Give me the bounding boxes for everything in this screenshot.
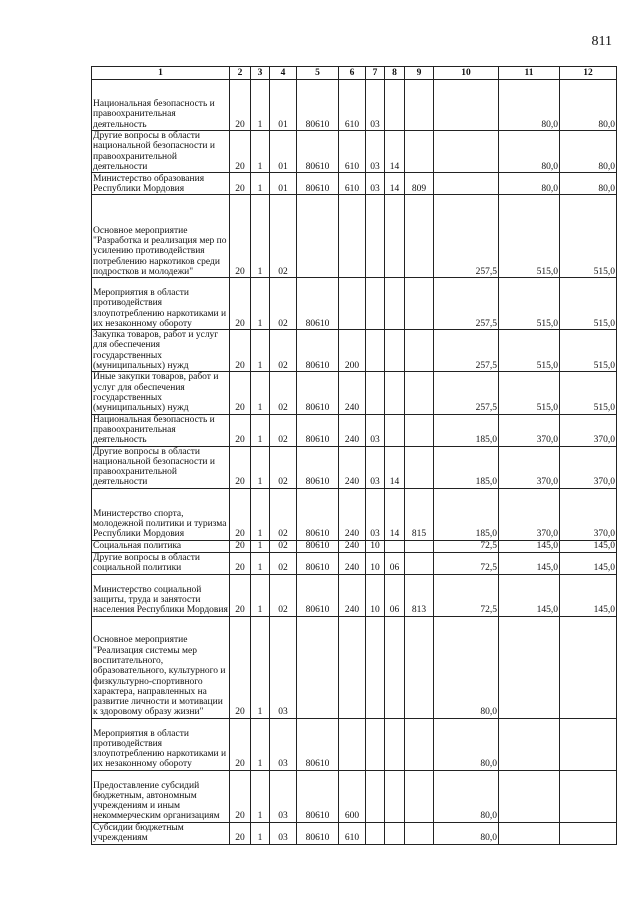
cell-col-5: 80610: [297, 173, 339, 195]
cell-col-12: 145,0: [560, 540, 617, 552]
cell-col-8: 14: [385, 173, 405, 195]
cell-col-9: [405, 372, 434, 414]
table-row: [92, 574, 617, 616]
cell-col-5: [297, 195, 339, 278]
cell-col-8: [385, 372, 405, 414]
cell-col-10: 72,5: [434, 552, 499, 574]
cell-col-2: 20: [230, 488, 251, 540]
cell-col-7: [366, 195, 385, 278]
cell-col-10: 72,5: [434, 574, 499, 616]
cell-col-4: 02: [270, 372, 297, 414]
cell-col-5: 80610: [297, 278, 339, 330]
cell-col-10: 257,5: [434, 195, 499, 278]
table-row: [92, 616, 617, 718]
column-header-9: 9: [405, 67, 434, 80]
cell-col-4: 02: [270, 446, 297, 488]
cell-col-11: 80,0: [499, 173, 560, 195]
cell-col-10: 185,0: [434, 446, 499, 488]
column-header-6: 6: [339, 67, 366, 80]
cell-col-4: 03: [270, 616, 297, 718]
cell-col-8: [385, 822, 405, 844]
cell-col-5: 80610: [297, 822, 339, 844]
row-name-cell: Социальная политика: [92, 540, 230, 552]
cell-col-7: 03: [366, 446, 385, 488]
cell-col-4: 02: [270, 330, 297, 372]
column-header-8: 8: [385, 67, 405, 80]
cell-col-9: [405, 80, 434, 131]
cell-col-6: 610: [339, 822, 366, 844]
cell-col-4: 01: [270, 173, 297, 195]
cell-col-12: 515,0: [560, 278, 617, 330]
column-header-1: 1: [92, 67, 230, 80]
cell-col-8: [385, 414, 405, 446]
cell-col-7: [366, 372, 385, 414]
cell-col-4: 01: [270, 131, 297, 173]
cell-col-7: 03: [366, 80, 385, 131]
cell-col-12: [560, 822, 617, 844]
table-row: [92, 372, 617, 414]
cell-col-10: [434, 131, 499, 173]
cell-col-3: 1: [251, 446, 270, 488]
cell-col-6: 240: [339, 414, 366, 446]
cell-col-8: 14: [385, 131, 405, 173]
cell-col-3: 1: [251, 330, 270, 372]
cell-col-9: [405, 195, 434, 278]
cell-col-4: 02: [270, 574, 297, 616]
cell-col-3: 1: [251, 488, 270, 540]
cell-col-2: 20: [230, 131, 251, 173]
cell-col-12: 515,0: [560, 195, 617, 278]
cell-col-6: 200: [339, 330, 366, 372]
cell-col-12: [560, 616, 617, 718]
cell-col-2: 20: [230, 195, 251, 278]
table-row: [92, 552, 617, 574]
cell-col-6: [339, 278, 366, 330]
row-name-cell: Предоставление субсидий бюджетным, автономным учреждениям и иным некоммерческим организациям: [92, 770, 230, 822]
page-number: 811: [591, 34, 612, 49]
table-row: [92, 173, 617, 195]
table-row: [92, 718, 617, 770]
column-header-11: 11: [499, 67, 560, 80]
cell-col-5: 80610: [297, 770, 339, 822]
cell-col-2: 20: [230, 718, 251, 770]
table-row: [92, 80, 617, 131]
column-header-7: 7: [366, 67, 385, 80]
cell-col-5: 80610: [297, 330, 339, 372]
cell-col-3: 1: [251, 372, 270, 414]
cell-col-8: [385, 278, 405, 330]
cell-col-7: 10: [366, 540, 385, 552]
cell-col-4: 02: [270, 540, 297, 552]
cell-col-10: 257,5: [434, 372, 499, 414]
cell-col-10: 257,5: [434, 278, 499, 330]
cell-col-11: 370,0: [499, 488, 560, 540]
cell-col-6: [339, 616, 366, 718]
cell-col-10: 80,0: [434, 616, 499, 718]
cell-col-10: [434, 80, 499, 131]
cell-col-10: 80,0: [434, 718, 499, 770]
cell-col-10: 185,0: [434, 414, 499, 446]
cell-col-2: 20: [230, 446, 251, 488]
cell-col-7: [366, 278, 385, 330]
cell-col-11: 370,0: [499, 414, 560, 446]
cell-col-10: 72,5: [434, 540, 499, 552]
cell-col-5: 80610: [297, 574, 339, 616]
cell-col-6: 240: [339, 372, 366, 414]
cell-col-2: 20: [230, 770, 251, 822]
cell-col-3: 1: [251, 822, 270, 844]
cell-col-11: [499, 718, 560, 770]
table-row: [92, 446, 617, 488]
cell-col-3: 1: [251, 278, 270, 330]
column-header-4: 4: [270, 67, 297, 80]
cell-col-8: 14: [385, 446, 405, 488]
cell-col-2: 20: [230, 278, 251, 330]
cell-col-4: 02: [270, 195, 297, 278]
row-name-cell: Основное мероприятие "Разработка и реализация мер по усилению противодействия потреблению наркотиков среди подростков и молодежи": [92, 195, 230, 278]
cell-col-6: 240: [339, 488, 366, 540]
cell-col-5: 80610: [297, 414, 339, 446]
cell-col-3: 1: [251, 770, 270, 822]
cell-col-8: 06: [385, 552, 405, 574]
cell-col-4: 03: [270, 770, 297, 822]
table-row: [92, 330, 617, 372]
cell-col-12: 145,0: [560, 574, 617, 616]
cell-col-2: 20: [230, 616, 251, 718]
row-name-cell: Мероприятия в области противодействия злоупотреблению наркотиками и их незаконному обороту: [92, 278, 230, 330]
cell-col-3: 1: [251, 574, 270, 616]
cell-col-7: [366, 330, 385, 372]
cell-col-8: 14: [385, 488, 405, 540]
table-body: [92, 80, 617, 845]
cell-col-6: 240: [339, 552, 366, 574]
column-header-2: 2: [230, 67, 251, 80]
cell-col-7: [366, 770, 385, 822]
cell-col-5: 80610: [297, 488, 339, 540]
cell-col-3: 1: [251, 131, 270, 173]
row-name-cell: Другие вопросы в области национальной безопасности и правоохранительной деятельности: [92, 131, 230, 173]
column-header-12: 12: [560, 67, 617, 80]
cell-col-3: 1: [251, 173, 270, 195]
cell-col-7: 10: [366, 552, 385, 574]
cell-col-6: 240: [339, 574, 366, 616]
row-name-cell: Министерство образования Республики Мордовия: [92, 173, 230, 195]
cell-col-7: [366, 616, 385, 718]
cell-col-2: 20: [230, 414, 251, 446]
cell-col-12: 515,0: [560, 330, 617, 372]
cell-col-8: [385, 195, 405, 278]
cell-col-7: 03: [366, 173, 385, 195]
cell-col-8: [385, 718, 405, 770]
cell-col-12: 370,0: [560, 414, 617, 446]
row-name-cell: Закупка товаров, работ и услуг для обеспечения государственных (муниципальных) нужд: [92, 330, 230, 372]
cell-col-9: [405, 278, 434, 330]
cell-col-3: 1: [251, 80, 270, 131]
row-name-cell: Министерство социальной защиты, труда и занятости населения Республики Мордовия: [92, 574, 230, 616]
cell-col-11: [499, 770, 560, 822]
cell-col-9: [405, 770, 434, 822]
cell-col-3: 1: [251, 195, 270, 278]
cell-col-2: 20: [230, 330, 251, 372]
cell-col-5: 80610: [297, 540, 339, 552]
cell-col-7: 10: [366, 574, 385, 616]
cell-col-12: 145,0: [560, 552, 617, 574]
table-row: [92, 131, 617, 173]
cell-col-5: 80610: [297, 718, 339, 770]
cell-col-11: [499, 822, 560, 844]
cell-col-11: 145,0: [499, 540, 560, 552]
cell-col-6: 240: [339, 540, 366, 552]
cell-col-12: [560, 770, 617, 822]
cell-col-6: [339, 195, 366, 278]
cell-col-9: [405, 552, 434, 574]
cell-col-10: 80,0: [434, 822, 499, 844]
column-header-5: 5: [297, 67, 339, 80]
cell-col-2: 20: [230, 540, 251, 552]
cell-col-10: [434, 173, 499, 195]
cell-col-7: 03: [366, 414, 385, 446]
cell-col-6: 600: [339, 770, 366, 822]
cell-col-11: 145,0: [499, 552, 560, 574]
cell-col-8: [385, 540, 405, 552]
cell-col-8: [385, 616, 405, 718]
cell-col-5: 80610: [297, 552, 339, 574]
row-name-cell: Мероприятия в области противодействия злоупотреблению наркотиками и их незаконному обороту: [92, 718, 230, 770]
cell-col-12: 80,0: [560, 173, 617, 195]
cell-col-9: [405, 330, 434, 372]
table-row: [92, 540, 617, 552]
row-name-cell: Национальная безопасность и правоохранительная деятельность: [92, 414, 230, 446]
table-row: [92, 278, 617, 330]
cell-col-4: 02: [270, 552, 297, 574]
row-name-cell: Другие вопросы в области социальной политики: [92, 552, 230, 574]
cell-col-11: 515,0: [499, 372, 560, 414]
cell-col-2: 20: [230, 372, 251, 414]
cell-col-9: [405, 540, 434, 552]
cell-col-5: 80610: [297, 80, 339, 131]
cell-col-3: 1: [251, 552, 270, 574]
cell-col-6: 610: [339, 80, 366, 131]
cell-col-9: [405, 718, 434, 770]
cell-col-6: [339, 718, 366, 770]
cell-col-3: 1: [251, 718, 270, 770]
cell-col-5: 80610: [297, 131, 339, 173]
cell-col-4: 03: [270, 822, 297, 844]
cell-col-10: 257,5: [434, 330, 499, 372]
table-row: [92, 195, 617, 278]
cell-col-3: 1: [251, 616, 270, 718]
cell-col-9: [405, 131, 434, 173]
header-row: [92, 67, 617, 80]
cell-col-6: 240: [339, 446, 366, 488]
table-row: [92, 414, 617, 446]
cell-col-11: 370,0: [499, 446, 560, 488]
cell-col-4: 02: [270, 488, 297, 540]
column-header-3: 3: [251, 67, 270, 80]
cell-col-12: 370,0: [560, 488, 617, 540]
cell-col-3: 1: [251, 540, 270, 552]
cell-col-5: 80610: [297, 372, 339, 414]
row-name-cell: Национальная безопасность и правоохранительная деятельность: [92, 80, 230, 131]
cell-col-9: [405, 616, 434, 718]
cell-col-12: 80,0: [560, 131, 617, 173]
row-name-cell: Иные закупки товаров, работ и услуг для обеспечения государственных (муниципальных) нужд: [92, 372, 230, 414]
cell-col-10: 185,0: [434, 488, 499, 540]
row-name-cell: Министерство спорта, молодежной политики и туризма Республики Мордовия: [92, 488, 230, 540]
cell-col-11: 145,0: [499, 574, 560, 616]
cell-col-9: 815: [405, 488, 434, 540]
table-row: [92, 770, 617, 822]
cell-col-4: 02: [270, 414, 297, 446]
row-name-cell: Другие вопросы в области национальной безопасности и правоохранительной деятельности: [92, 446, 230, 488]
cell-col-11: 515,0: [499, 195, 560, 278]
cell-col-4: 01: [270, 80, 297, 131]
column-header-10: 10: [434, 67, 499, 80]
table-row: [92, 488, 617, 540]
cell-col-2: 20: [230, 822, 251, 844]
cell-col-7: 03: [366, 488, 385, 540]
cell-col-3: 1: [251, 414, 270, 446]
cell-col-6: 610: [339, 173, 366, 195]
cell-col-8: [385, 80, 405, 131]
cell-col-12: [560, 718, 617, 770]
cell-col-7: 03: [366, 131, 385, 173]
cell-col-11: 515,0: [499, 330, 560, 372]
cell-col-11: 515,0: [499, 278, 560, 330]
cell-col-5: 80610: [297, 446, 339, 488]
cell-col-2: 20: [230, 80, 251, 131]
cell-col-9: [405, 414, 434, 446]
cell-col-7: [366, 718, 385, 770]
cell-col-11: 80,0: [499, 80, 560, 131]
cell-col-12: 370,0: [560, 446, 617, 488]
cell-col-11: [499, 616, 560, 718]
cell-col-10: 80,0: [434, 770, 499, 822]
cell-col-2: 20: [230, 173, 251, 195]
cell-col-12: 80,0: [560, 80, 617, 131]
cell-col-8: [385, 330, 405, 372]
cell-col-5: [297, 616, 339, 718]
budget-table: [91, 66, 617, 845]
row-name-cell: Субсидии бюджетным учреждениям: [92, 822, 230, 844]
cell-col-9: 813: [405, 574, 434, 616]
cell-col-8: [385, 770, 405, 822]
cell-col-9: [405, 446, 434, 488]
table-row: [92, 822, 617, 844]
cell-col-9: 809: [405, 173, 434, 195]
cell-col-7: [366, 822, 385, 844]
row-name-cell: Основное мероприятие "Реализация системы мер воспитательного, образовательного, культурного и физкультурно-спортивного характера, направленных на развитие личности и мотивации к здоровому образу жизни": [92, 616, 230, 718]
cell-col-9: [405, 822, 434, 844]
cell-col-6: 610: [339, 131, 366, 173]
cell-col-4: 02: [270, 278, 297, 330]
cell-col-2: 20: [230, 574, 251, 616]
cell-col-4: 03: [270, 718, 297, 770]
cell-col-8: 06: [385, 574, 405, 616]
cell-col-2: 20: [230, 552, 251, 574]
cell-col-12: 515,0: [560, 372, 617, 414]
cell-col-11: 80,0: [499, 131, 560, 173]
